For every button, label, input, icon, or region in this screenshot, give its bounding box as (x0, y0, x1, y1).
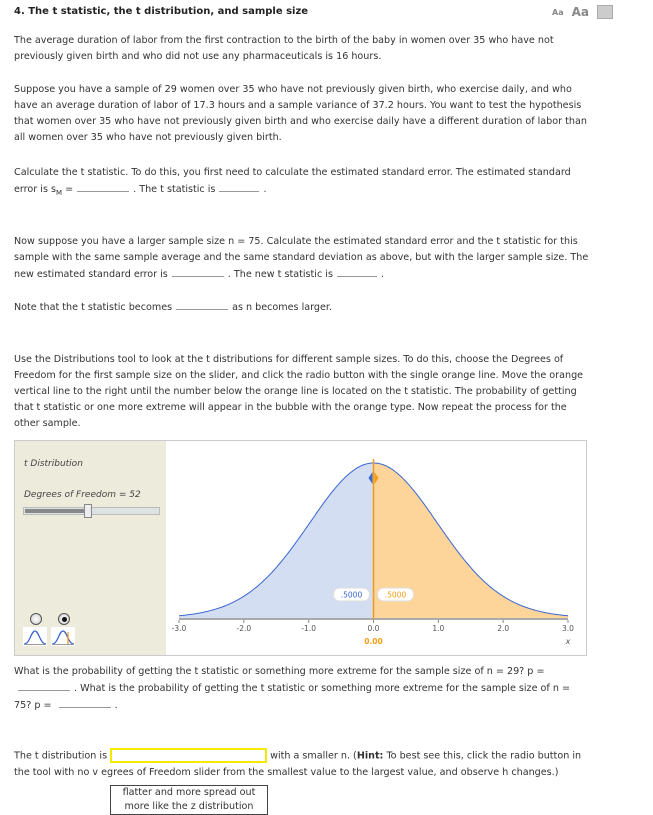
tick-label: 2.0 (497, 624, 510, 633)
tick-label: -1.0 (301, 624, 316, 633)
x-axis-label: x (565, 637, 571, 646)
distributions-tool (14, 440, 587, 656)
left-probability-bubble-text: .5000 (340, 590, 363, 600)
t-distribution-plot[interactable] (166, 441, 586, 655)
instructions-paragraph: Use the Distributions tool to look at the t distributions for different sample sizes. To do this, choose the Degrees of Freedom for the first sample size on the slider, and click the radio button with the single orange line. Move the orange vertical line to the right until the number below the orange line is located on the t statistic. The probability of getting that t statistic or one more extreme will appear in the bubble with the orange type. Now repeat the process for the other sample. (14, 354, 584, 429)
question-1 (14, 165, 589, 198)
right-probability-bubble-text: .5000 (384, 590, 407, 600)
df-label: Degrees of Freedom = 52 (24, 490, 141, 500)
dropdown-option[interactable]: more like the z distribution (124, 800, 254, 812)
toolbar (552, 5, 613, 19)
large-text-button[interactable]: Aa (571, 5, 589, 19)
radio-single-line[interactable] (58, 613, 70, 625)
tick-label: 1.0 (432, 624, 445, 633)
new-standard-error-input[interactable] (172, 266, 224, 277)
text: M (56, 188, 63, 197)
t-statistic-trend-input[interactable] (176, 299, 228, 310)
text: h changes.) (502, 766, 559, 778)
text: = (62, 184, 74, 195)
text: To best see this, click the radio button in the tool with no v (14, 750, 582, 778)
p-value-n75-input[interactable] (59, 697, 111, 708)
dropdown-options (110, 785, 268, 815)
question-4 (14, 664, 589, 714)
text: . (380, 269, 385, 280)
tool-controls (15, 441, 166, 655)
standard-error-input[interactable] (77, 181, 129, 192)
text: with a smaller n. ( (270, 750, 357, 762)
question-2 (14, 234, 589, 283)
text: Note that the t statistic becomes (14, 302, 173, 313)
tick-label: -3.0 (171, 624, 187, 633)
normal-curve-icon (23, 627, 47, 646)
small-text-button[interactable]: Aa (552, 7, 564, 17)
text: as n becomes larger. (232, 302, 333, 313)
question-title: 4. The t statistic, the t distribution, and sample size (14, 6, 309, 17)
scenario-paragraph: Suppose you have a sample of 29 women over 35 who have not previously given birth, who exercise daily, and who have an average duration of labor of 17.3 hours and a sample variance of 37.2 hours. You want to test the hypothesis that women over 35 who have not previously given birth and who exercise daily have a different duration of labor than all women over 35 who have not previously given birth. (14, 84, 587, 143)
text: . What is the probability of getting the t statistic or something more extreme for the sample size of n = 75? p = (14, 683, 571, 711)
tick-label: -2.0 (236, 624, 252, 633)
text: . The t statistic is (133, 184, 216, 195)
tool-heading: t Distribution (24, 459, 83, 469)
text: Calculate the t statistic. To do this, you first need to calculate the estimated standard error. The estimated standard error is s (14, 167, 571, 195)
hint-label: Hint: (356, 750, 384, 762)
question-3 (14, 299, 589, 316)
text: egrees of Freedom slider from the smallest value to the largest value, and observe (101, 766, 500, 778)
text: What is the probability of getting the t statistic or something more extreme for the sample size of n = 29? p = (14, 666, 545, 677)
intro-paragraph: The average duration of labor from the first contraction to the birth of the baby in women over 35 who have not previously given birth and who did not use any pharmaceuticals is 16 hours. (14, 35, 554, 62)
t-statistic-input[interactable] (219, 181, 259, 192)
text: . (114, 700, 118, 711)
new-t-statistic-input[interactable] (337, 266, 377, 277)
text: The t distribution is (14, 750, 108, 762)
print-icon[interactable] (597, 5, 613, 19)
slider-fill (25, 509, 87, 513)
question-5 (14, 748, 589, 781)
slider-thumb[interactable] (84, 504, 92, 518)
tick-label: 3.0 (562, 624, 574, 633)
df-slider[interactable] (23, 507, 160, 515)
curve-with-line-icon (51, 627, 75, 646)
tick-label: 0.0 (367, 624, 380, 633)
distribution-shape-dropdown[interactable] (110, 748, 267, 763)
text: . The new t statistic is (227, 269, 333, 280)
dropdown-option[interactable]: flatter and more spread out (122, 786, 256, 798)
text: . (263, 184, 267, 195)
radio-no-line[interactable] (30, 613, 42, 625)
p-value-n29-input[interactable] (18, 680, 70, 691)
line-value: 0.00 (364, 637, 383, 646)
text: Now suppose you have a larger sample size n = 75. Calculate the estimated standard error and the t statistic for this sample with the same sample average and the same standard deviation as above, but with the larger sample size. The new estimated standard error is (14, 236, 589, 280)
